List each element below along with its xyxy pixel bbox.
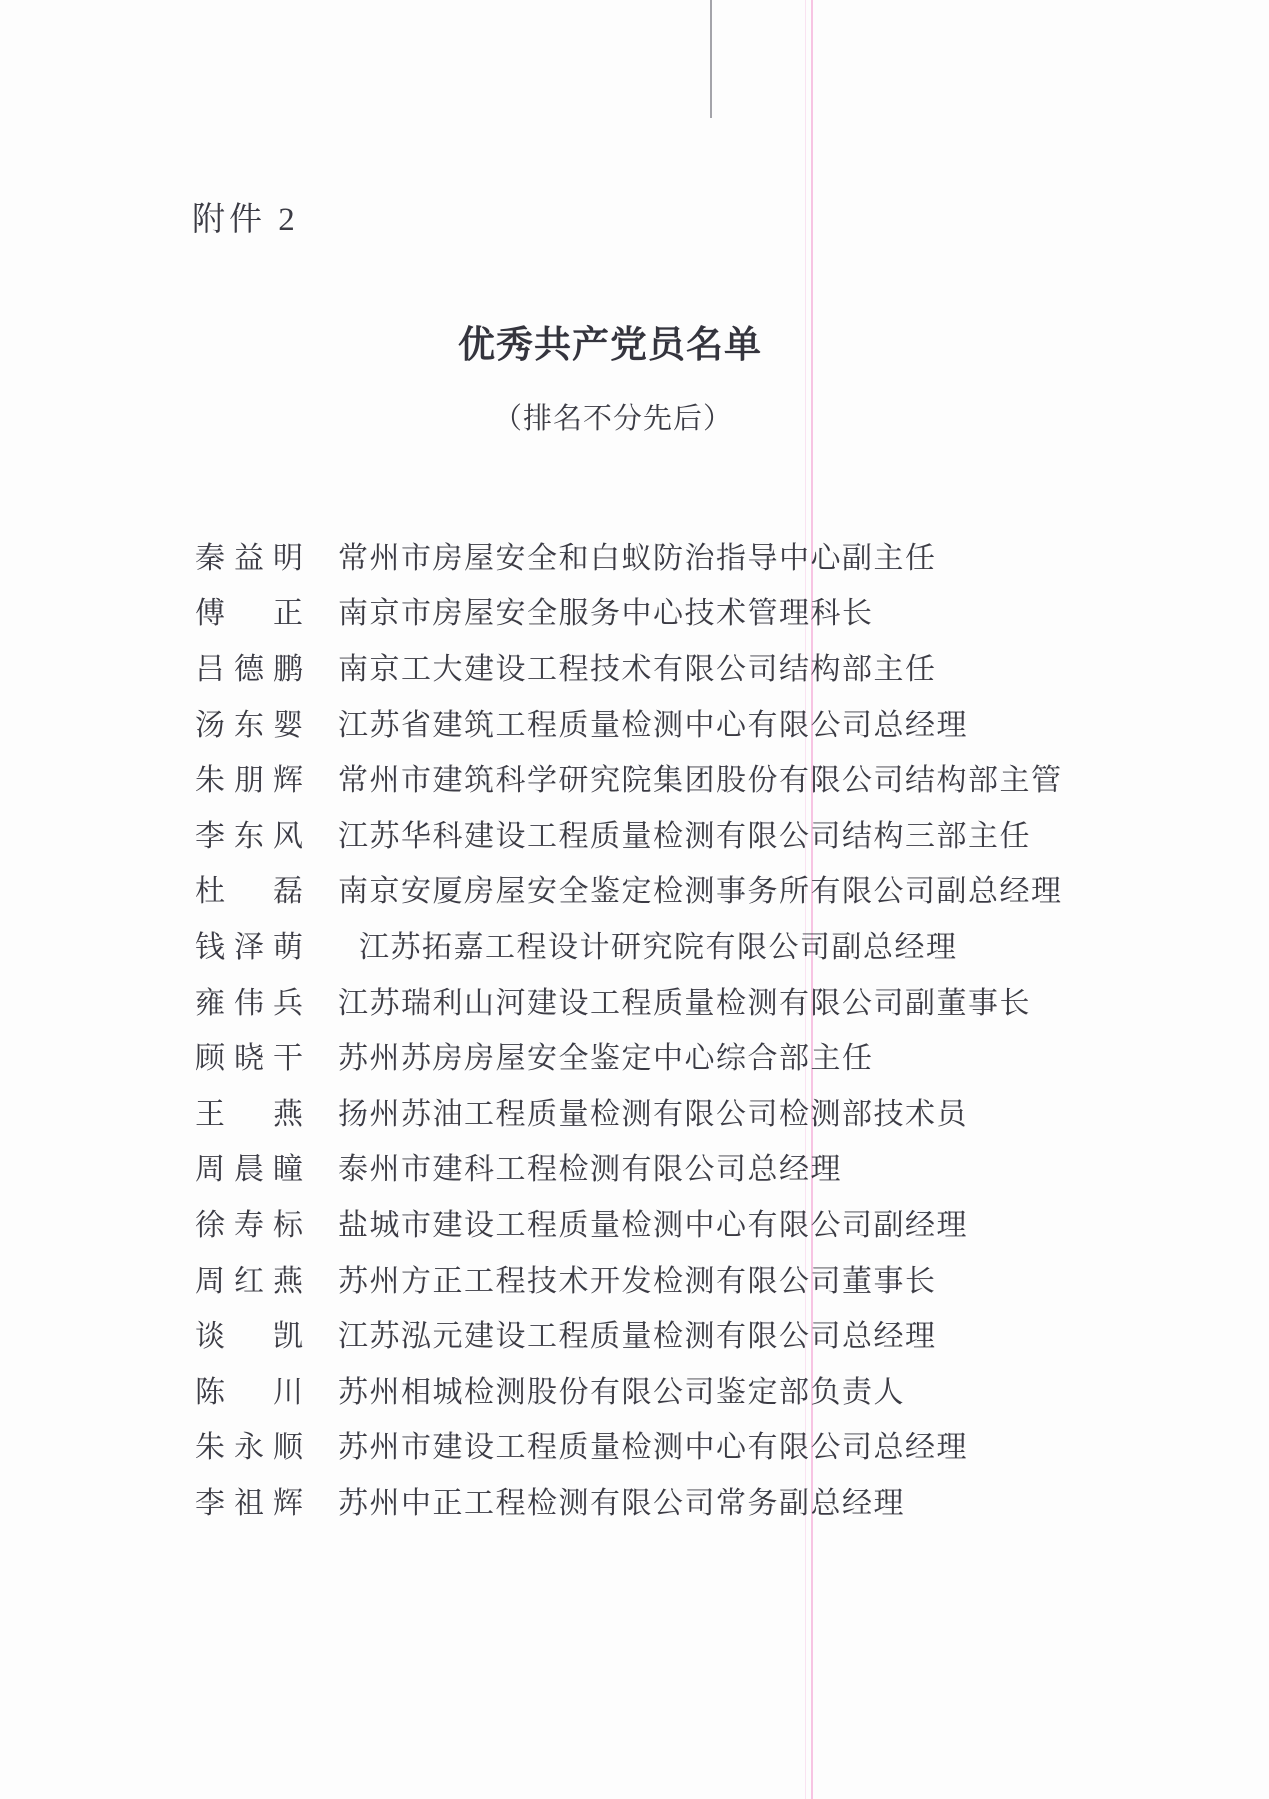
member-position: 南京工大建设工程技术有限公司结构部主任 xyxy=(338,652,937,686)
member-row xyxy=(195,1250,1095,1306)
member-position: 江苏泓元建设工程质量检测有限公司总经理 xyxy=(338,1320,937,1354)
member-position: 苏州市建设工程质量检测中心有限公司总经理 xyxy=(338,1431,968,1465)
member-row xyxy=(195,1472,1095,1528)
member-position: 扬州苏油工程质量检测有限公司检测部技术员 xyxy=(338,1097,968,1131)
document-subtitle: （排名不分先后） xyxy=(492,403,733,435)
member-row xyxy=(195,1027,1095,1083)
member-name: 周红燕 xyxy=(195,1264,312,1298)
attachment-label: 附件 2 xyxy=(192,202,299,238)
member-name: 周晨瞳 xyxy=(195,1153,312,1187)
member-row xyxy=(195,805,1095,861)
member-row xyxy=(195,1361,1095,1417)
member-position: 泰州市建科工程检测有限公司总经理 xyxy=(338,1153,842,1187)
member-row xyxy=(195,527,1095,583)
member-row xyxy=(195,1305,1095,1361)
member-row xyxy=(195,583,1095,639)
member-row xyxy=(195,1083,1095,1139)
member-row xyxy=(195,916,1095,972)
member-position: 南京市房屋安全服务中心技术管理科长 xyxy=(338,597,874,631)
member-row xyxy=(195,638,1095,694)
member-name: 顾晓干 xyxy=(195,1042,312,1076)
member-position: 苏州中正工程检测有限公司常务副总经理 xyxy=(338,1486,905,1520)
member-position: 江苏拓嘉工程设计研究院有限公司副总经理 xyxy=(359,930,958,964)
member-row xyxy=(195,1417,1095,1473)
member-name: 杜 磊 xyxy=(195,875,312,909)
member-position: 苏州相城检测股份有限公司鉴定部负责人 xyxy=(338,1375,905,1409)
member-row xyxy=(195,861,1095,917)
member-position: 江苏省建筑工程质量检测中心有限公司总经理 xyxy=(338,708,968,742)
member-name: 秦益明 xyxy=(195,541,312,575)
member-name: 吕德鹏 xyxy=(195,652,312,686)
member-name: 李祖辉 xyxy=(195,1486,312,1520)
member-position: 苏州苏房房屋安全鉴定中心综合部主任 xyxy=(338,1042,874,1076)
member-name: 傅 正 xyxy=(195,597,312,631)
member-row xyxy=(195,749,1095,805)
member-name: 汤东婴 xyxy=(195,708,312,742)
member-list xyxy=(195,527,1095,1528)
member-position: 苏州方正工程技术开发检测有限公司董事长 xyxy=(338,1264,937,1298)
member-position: 江苏瑞利山河建设工程质量检测有限公司副董事长 xyxy=(338,986,1031,1020)
member-row xyxy=(195,972,1095,1028)
member-name: 李东风 xyxy=(195,819,312,853)
member-name: 谈 凯 xyxy=(195,1320,312,1354)
member-position: 常州市建筑科学研究院集团股份有限公司结构部主管 xyxy=(338,764,1063,798)
member-name: 徐寿标 xyxy=(195,1208,312,1242)
member-row xyxy=(195,1194,1095,1250)
document-title: 优秀共产党员名单 xyxy=(458,325,762,366)
member-position: 江苏华科建设工程质量检测有限公司结构三部主任 xyxy=(338,819,1031,853)
member-position: 常州市房屋安全和白蚁防治指导中心副主任 xyxy=(338,541,937,575)
member-name: 钱泽萌 xyxy=(195,930,312,964)
member-name: 朱永顺 xyxy=(195,1431,312,1465)
member-name: 雍伟兵 xyxy=(195,986,312,1020)
member-name: 朱朋辉 xyxy=(195,764,312,798)
member-row xyxy=(195,1139,1095,1195)
member-name: 陈 川 xyxy=(195,1375,312,1409)
member-position: 盐城市建设工程质量检测中心有限公司副经理 xyxy=(338,1208,968,1242)
member-name: 王 燕 xyxy=(195,1097,312,1131)
member-row xyxy=(195,694,1095,750)
scan-artifact-gray-line xyxy=(710,0,712,118)
member-position: 南京安厦房屋安全鉴定检测事务所有限公司副总经理 xyxy=(338,875,1063,909)
